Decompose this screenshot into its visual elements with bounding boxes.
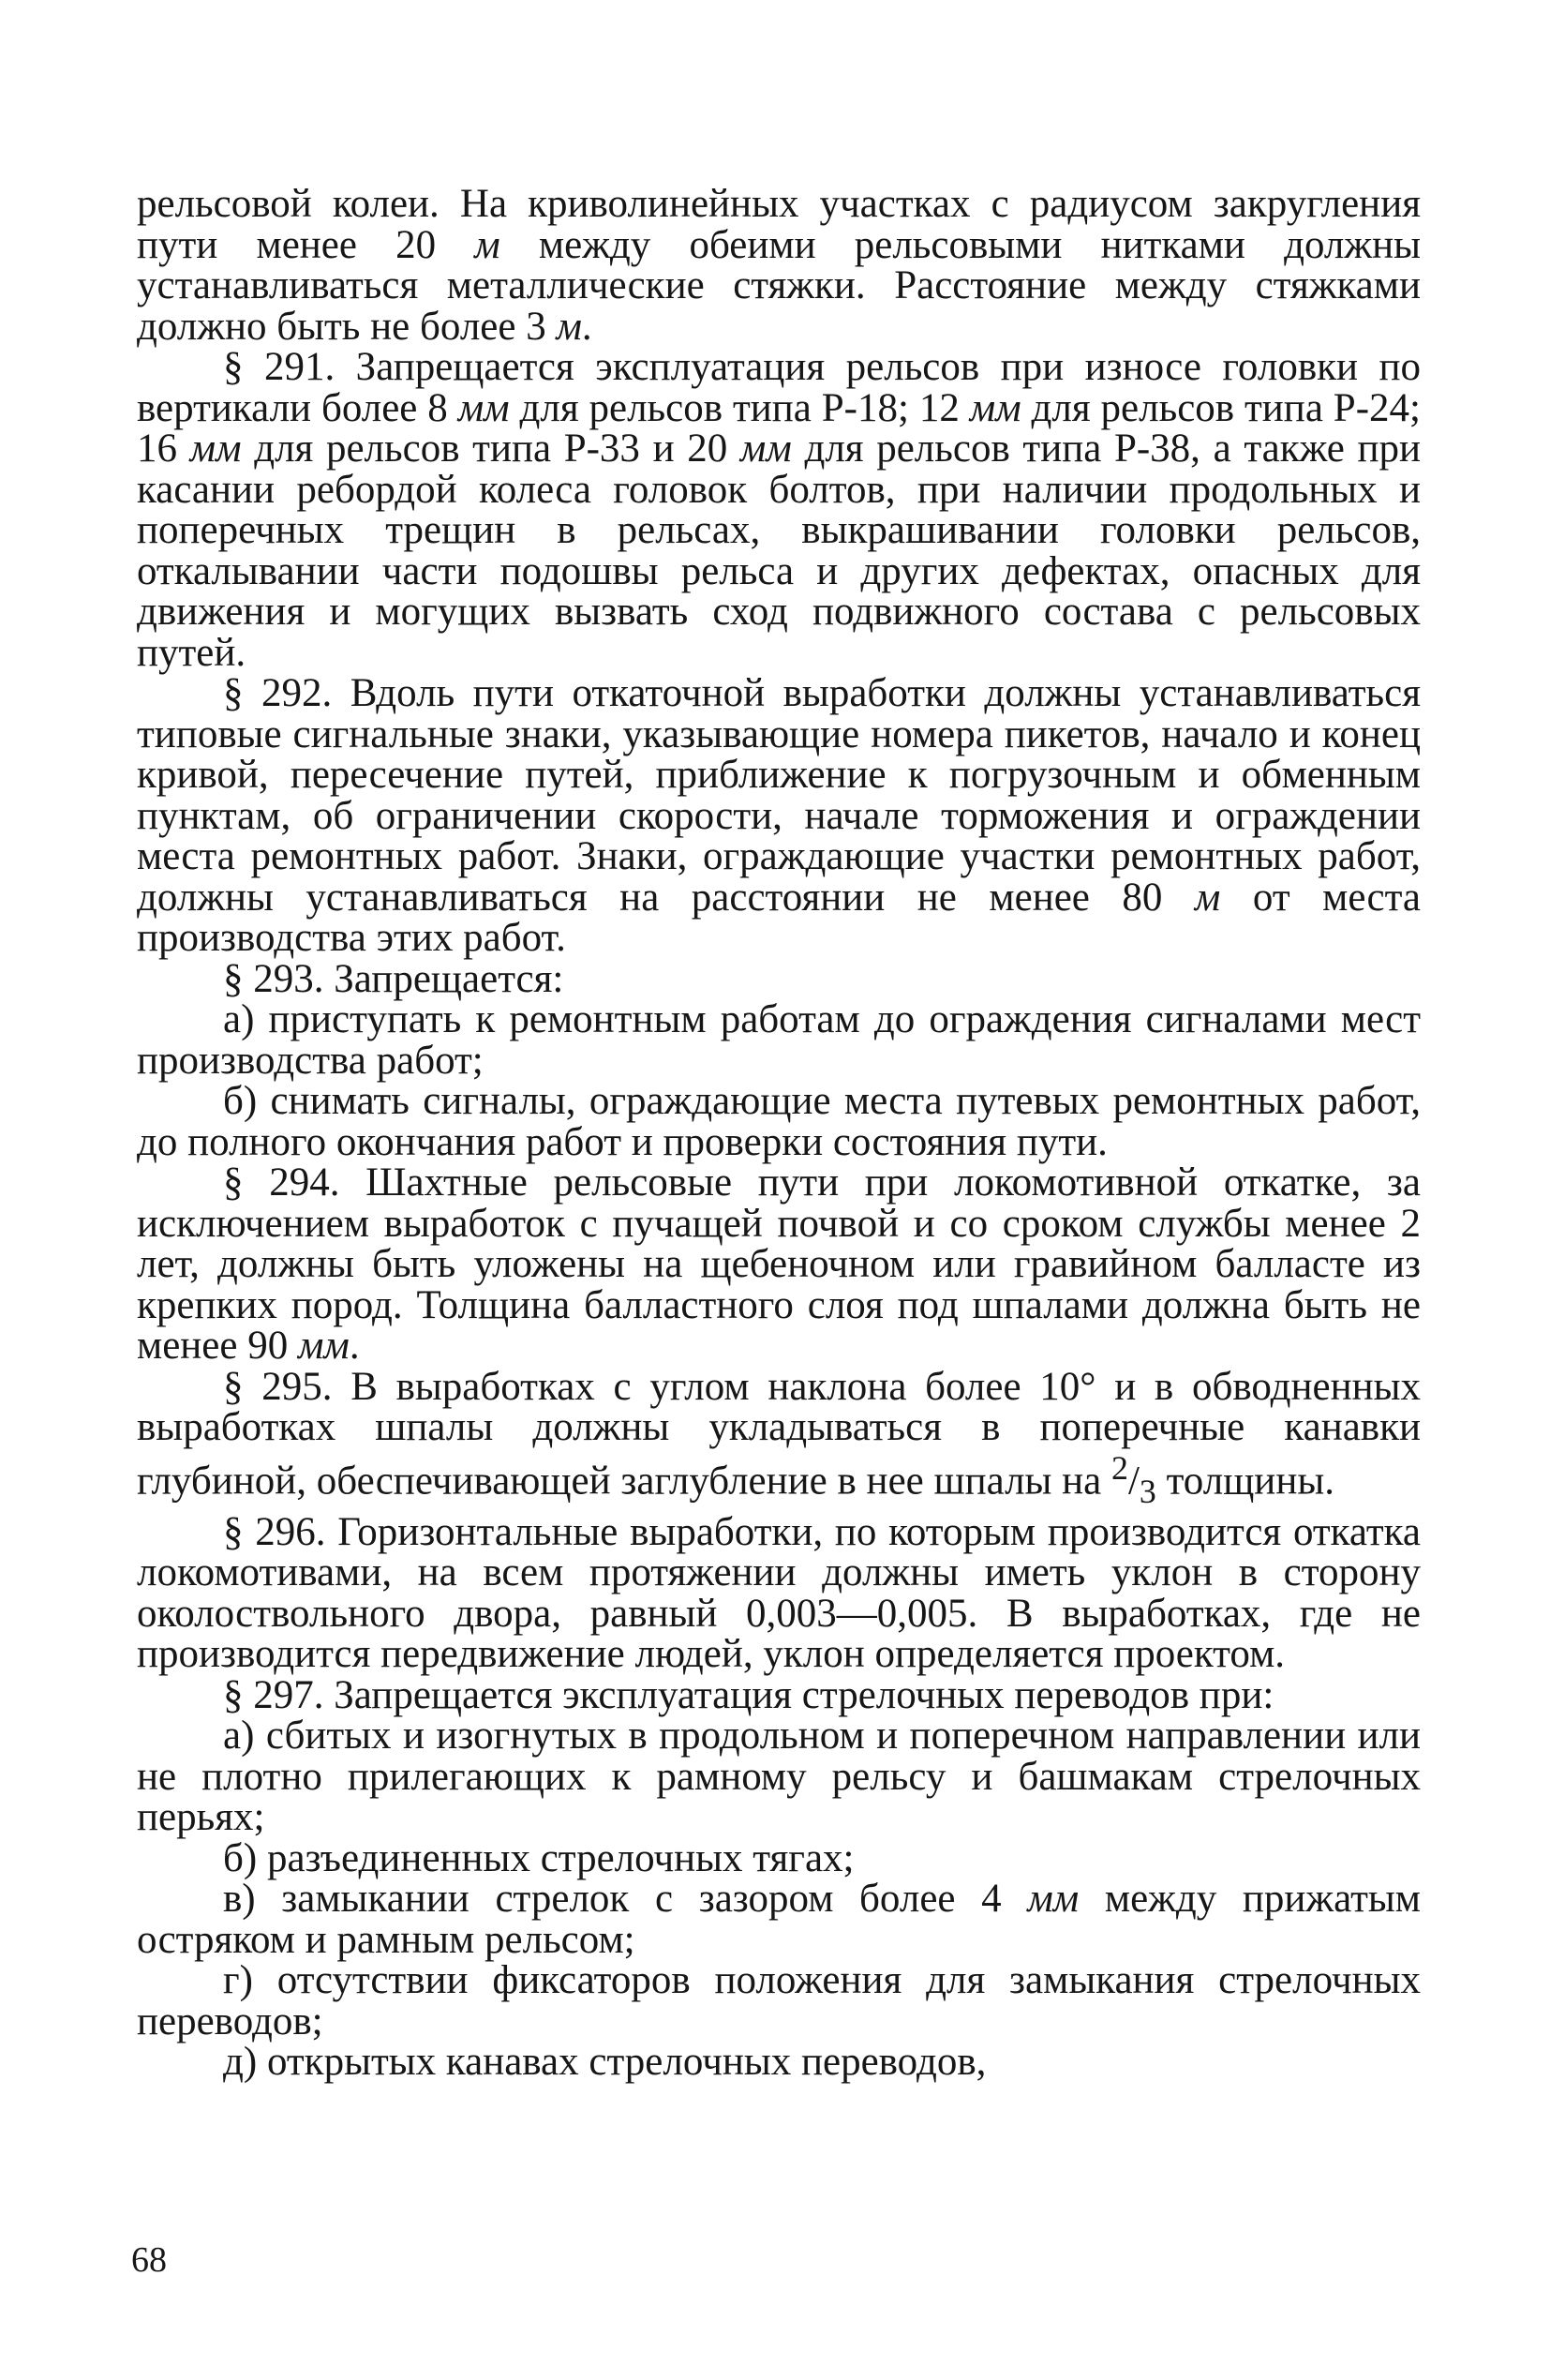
paragraph <box>137 1672 1421 1717</box>
text-run: § 293. Запрещается: <box>223 956 564 1001</box>
text-run: от места производства этих работ. <box>137 875 1421 960</box>
unit-italic: мм <box>1027 1877 1080 1922</box>
paragraph <box>137 1081 1421 1162</box>
paragraph <box>137 1162 1421 1367</box>
text-run: рельсовой колеи. На криволинейных участках с радиусом закругления пути менее 20 <box>137 182 1421 267</box>
text-run: § 292. Вдоль пути откаточной выработки должны устанавливаться типовые сигнальные знаки, указывающие номера пикетов, начало и конец кривой, пересечение путей, приближение к погрузочным и обменным пунктам, об ограничении скорости, начале торможения и ограждении места ремонтных работ. Знаки, ограждающие участки ремонтных работ, должны устанавливаться на расстоянии не менее 80 <box>137 671 1421 920</box>
text-run: для рельсов типа Р-33 и 20 <box>241 427 740 471</box>
paragraph <box>137 999 1421 1081</box>
text-run: § 291. Запрещается эксплуатация рельсов при износе головки по вертикали более 8 <box>137 345 1421 430</box>
text-run: § 297. Запрещается эксплуатация стрелочных переводов при: <box>223 1672 1274 1717</box>
unit-italic: мм <box>739 427 792 471</box>
paragraph <box>137 673 1421 959</box>
paragraph <box>137 1364 1421 1512</box>
text-run: § 294. Шахтные рельсовые пути при локомотивной откатке, за исключением выработок с пучащей почвой и со сроком службы менее 2 лет, должны быть уложены на щебеночном или гравийном балласте из крепких пород. Толщина балластного слоя под шпалами должна быть не менее 90 <box>137 1160 1421 1368</box>
text-run: . <box>349 1324 360 1368</box>
text-run: а) сбитых и изогнутых в продольном и поперечном направлении или не плотно прилегающих к рамному рельсу и башмакам стрелочных перьях; <box>137 1714 1421 1840</box>
unit-italic: мм <box>969 385 1021 430</box>
paragraph <box>137 347 1421 673</box>
unit-italic: м <box>474 222 500 267</box>
text-run: г) отсутствии фиксаторов положения для замыкания стрелочных переводов; <box>137 1958 1421 2043</box>
paragraph <box>137 1715 1421 1838</box>
text-run: б) снимать сигналы, ограждающие места путевых ремонтных работ, до полного окончания работ и проверки состояния пути. <box>137 1079 1421 1164</box>
text-run: а) приступать к ремонтным работам до ограждения сигналами мест производства работ; <box>137 997 1421 1083</box>
paragraph <box>137 1835 1421 1880</box>
unit-italic: мм <box>297 1324 350 1368</box>
text-run: толщины. <box>1155 1458 1334 1503</box>
unit-italic: м <box>556 304 582 349</box>
unit-italic: мм <box>457 385 510 430</box>
paragraph <box>137 1879 1421 1960</box>
text-run: § 295. В выработках с углом наклона более 10° и в обводненных выработках шпалы должны укладываться в поперечные канавки глубиной, обеспечивающей заглубление в нее шпалы на <box>137 1364 1421 1503</box>
text-run: / <box>1127 1458 1140 1503</box>
paragraph <box>137 956 1421 1001</box>
text-run: для рельсов типа Р-38, а также при касании ребордой колеса головок болтов, при наличии продольных и поперечных трещин в рельсах, выкрашивании головки рельсов, откалывании части подошвы рельса и других дефектах, опасных для движения и могущих вызвать сход подвижного состава с рельсовых путей. <box>137 427 1422 675</box>
text-run: в) замыкании стрелок с зазором более 4 <box>223 1877 1028 1922</box>
paragraph <box>137 1960 1421 2042</box>
text-run: § 296. Горизонтальные выработки, по которым производится откатка локомотивами, на всем протяжении должны иметь уклон в сторону околоствольного двора, равный 0,003—0,005. В выработках, где не производится передвижение людей, уклон определяется проектом. <box>137 1509 1421 1677</box>
text-run: между прижатым остряком и рамным рельсом; <box>137 1877 1421 1962</box>
text-run: между обеими рельсовыми нитками должны устанавливаться металлические стяжки. Расстояние между стяжками должно быть не более 3 <box>137 222 1421 349</box>
text-run: . <box>581 304 592 349</box>
fraction-denominator: 3 <box>1139 1472 1156 1510</box>
text-run: б) разъединенных стрелочных тягах; <box>223 1835 855 1880</box>
text-run: для рельсов типа Р-24; 16 <box>137 385 1421 471</box>
text-run: для рельсов типа Р-18; 12 <box>509 385 970 430</box>
unit-italic: мм <box>189 427 242 471</box>
paragraph <box>137 184 1421 347</box>
paragraph <box>137 1509 1421 1677</box>
page-number: 68 <box>131 2240 167 2280</box>
document-body <box>137 184 1421 2083</box>
paragraph <box>137 2042 1421 2083</box>
text-run: д) открытых канавах стрелочных переводов, <box>223 2040 987 2085</box>
unit-italic: м <box>1194 875 1221 920</box>
fraction-numerator: 2 <box>1111 1448 1128 1487</box>
